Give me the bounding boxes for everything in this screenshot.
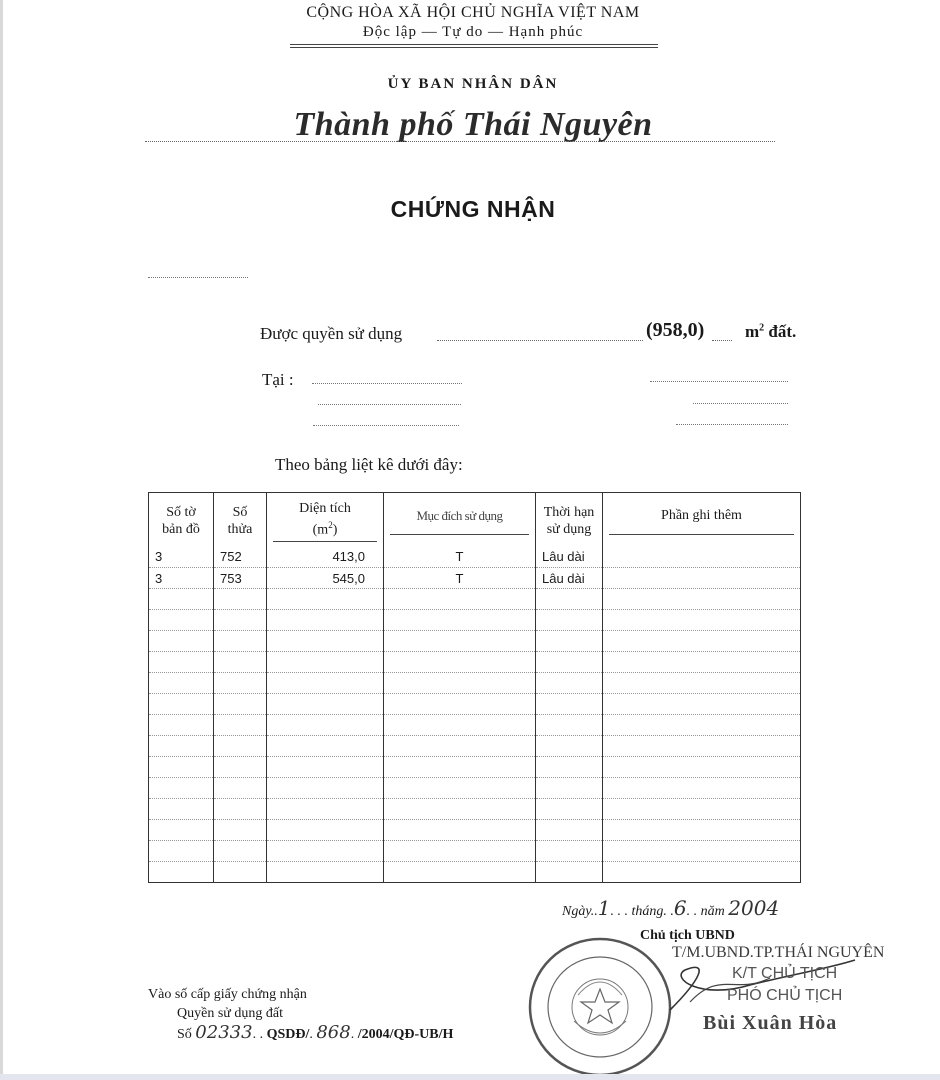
date-year-label: năm — [700, 904, 725, 919]
header-underline — [390, 534, 529, 535]
registry-number-line: Số 02333. . QSDĐ/. 868. /2004/QĐ-UB/H — [177, 1022, 454, 1043]
registry-line-1: Vào số cấp giấy chứng nhận — [148, 987, 307, 1002]
use-right-dotted-line — [437, 340, 643, 341]
table-row-empty — [149, 715, 801, 736]
table-header-row — [149, 493, 801, 547]
col-header-parcel-label: Số thửa — [227, 504, 253, 537]
col-header-purpose-label: Mục đích sử dụng — [416, 507, 503, 523]
use-right-label: Được quyền sử dụng — [260, 324, 403, 343]
vice-chairman-line: PHÓ CHỦ TỊCH — [727, 987, 843, 1004]
area-unit — [745, 322, 796, 342]
cell-area: 413,0 — [267, 547, 384, 568]
col-header-sheet-label: Số tờ bản đồ — [162, 504, 200, 537]
cell-notes — [603, 547, 801, 568]
area-dotted-line — [712, 340, 732, 341]
table-row-empty — [149, 631, 801, 652]
table-row-empty — [149, 757, 801, 778]
cell-parcel: 752 — [214, 547, 267, 568]
table-row-empty — [149, 862, 801, 883]
header-underline — [273, 541, 377, 542]
header-underline — [609, 534, 794, 535]
registry-prefix: Số — [177, 1027, 192, 1042]
cell-term: Lâu dài — [536, 568, 603, 589]
table-row-empty — [149, 736, 801, 757]
cell-term: Lâu dài — [536, 547, 603, 568]
cell-sheet: 3 — [149, 568, 214, 589]
signer-name: Bùi Xuân Hòa — [703, 1012, 838, 1034]
issue-date: Ngày..1. . . tháng. .6. . năm 2004 — [562, 896, 780, 920]
date-day-label: Ngày — [562, 904, 591, 919]
area-unit-exp: 2 — [759, 322, 765, 334]
table-row-empty — [149, 589, 801, 610]
registry-code: QSDĐ/ — [266, 1027, 310, 1042]
table-row — [149, 547, 801, 568]
document-title: CHỨNG NHẬN — [390, 196, 556, 222]
header-rule — [290, 44, 658, 45]
table-row-empty — [149, 673, 801, 694]
country-name: CỘNG HÒA XÃ HỘI CHỦ NGHĨA VIỆT NAM — [306, 4, 640, 21]
cell-purpose: T — [384, 547, 536, 568]
table-row-empty — [149, 652, 801, 673]
location-dotted-line — [693, 403, 788, 404]
location-dotted-line — [676, 424, 788, 425]
location-label: Tại : — [262, 370, 294, 389]
table-row-empty — [149, 610, 801, 631]
location-dotted-line — [312, 383, 462, 384]
area-unit-m: m — [745, 322, 760, 341]
scan-bottom-edge — [0, 1074, 940, 1080]
location-dotted-line — [650, 381, 788, 382]
col-header-area-unit-exp: 2 — [328, 519, 333, 530]
col-header-notes — [603, 493, 801, 547]
total-area: (958,0) — [646, 319, 705, 341]
col-header-notes-label: Phần ghi thêm — [661, 507, 742, 523]
table-row-empty — [149, 820, 801, 841]
list-intro: Theo bảng liệt kê dưới đây: — [275, 455, 463, 474]
cell-sheet: 3 — [149, 547, 214, 568]
date-year: 2004 — [728, 896, 780, 920]
land-parcel-table — [148, 492, 801, 883]
header-rule-double — [290, 47, 658, 48]
location-dotted-line — [318, 404, 461, 405]
registry-number: 02333 — [195, 1022, 253, 1043]
date-month: 6 — [673, 896, 687, 920]
location-dotted-line — [313, 425, 459, 426]
cell-parcel: 753 — [214, 568, 267, 589]
date-day: 1 — [597, 896, 611, 920]
col-header-area-label: Diện tích — [299, 500, 351, 516]
city-name: Thành phố Thái Nguyên — [293, 106, 653, 143]
col-header-parcel — [214, 493, 267, 547]
col-header-purpose — [384, 493, 536, 547]
cell-notes — [603, 568, 801, 589]
col-header-term-label: Thời hạn sử dụng — [543, 504, 595, 537]
col-header-sheet — [149, 493, 214, 547]
table-row — [149, 568, 801, 589]
table-row-empty — [149, 778, 801, 799]
col-header-area-unit — [267, 517, 383, 539]
national-motto: Độc lập — Tự do — Hạnh phúc — [362, 24, 584, 40]
area-unit-suffix: đất. — [764, 322, 797, 341]
cell-purpose: T — [384, 568, 536, 589]
committee-name: ỦY BAN NHÂN DÂN — [387, 76, 559, 92]
table-row-empty — [149, 799, 801, 820]
acting-for-line: K/T CHỦ TỊCH — [732, 965, 838, 982]
table-row-empty — [149, 841, 801, 862]
holder-dotted-line — [148, 277, 248, 278]
col-header-area — [267, 493, 384, 547]
scan-left-edge — [0, 0, 3, 1080]
decision-number: 868 — [316, 1022, 351, 1043]
col-header-area-unit-close: ) — [332, 522, 338, 538]
city-dotted-line — [145, 141, 775, 142]
col-header-term — [536, 493, 603, 547]
table-row-empty — [149, 694, 801, 715]
on-behalf-line: T/M.UBND.TP.THÁI NGUYÊN — [672, 944, 885, 961]
cell-area: 545,0 — [267, 568, 384, 589]
decision-suffix: /2004/QĐ-UB/H — [357, 1027, 454, 1042]
chairman-title: Chủ tịch UBND — [640, 928, 735, 943]
col-header-area-unit-m: (m — [312, 522, 329, 538]
date-month-label: tháng — [631, 904, 664, 919]
registry-line-2: Quyền sử dụng đất — [177, 1006, 283, 1021]
